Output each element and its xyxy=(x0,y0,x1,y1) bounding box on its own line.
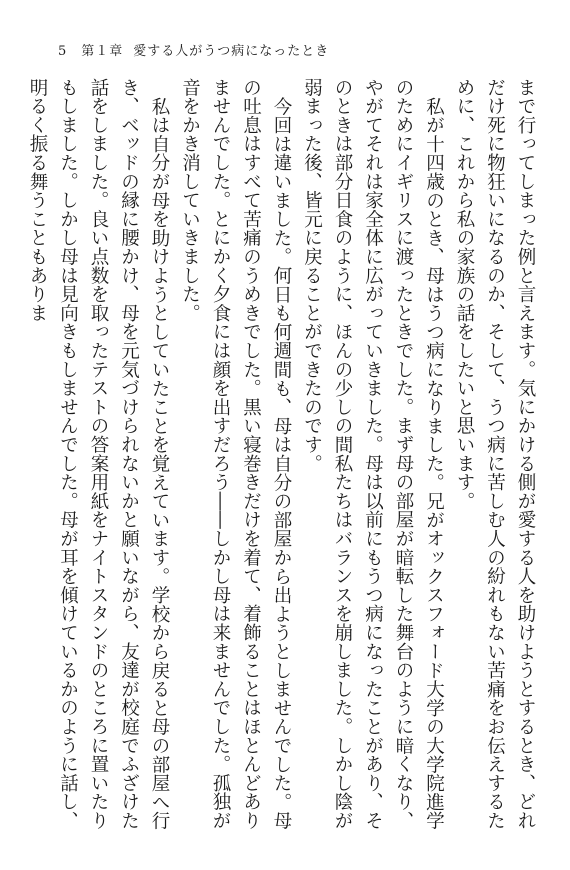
paragraph: 今回は違いました。何日も何週間も、母は自分の部屋から出ようとしませんでした。母の吐息はすべて苦痛のうめきでした。黒い寝巻きだけを着て、着飾ることはほとんどありませんでした。とにかく夕食には顔を出すだろう――しかし母は来ませんでした。孤独が音をかき消していきました。 xyxy=(179,78,292,830)
chapter-label: 第１章 xyxy=(81,44,124,59)
body-text xyxy=(22,78,541,846)
page-number: 5 xyxy=(58,44,68,59)
chapter-title: 愛する人がうつ病になったとき xyxy=(133,44,330,59)
running-header xyxy=(58,40,329,59)
paragraph: 私は自分が母を助けようとしていたことを覚えています。学校から戻ると母の部屋へ行き、ベッドの縁に腰かけ、母を元気づけられないかと願いながら、友達が校庭でふざけた話をしました。良い点数を取ったテストの答案用紙をナイトスタンドのところに置いたりもしました。しかし母は見向きもしませんでした。母が耳を傾けているかのように話し、明るく振る舞うこともありま xyxy=(27,78,170,830)
paragraph: 私が十四歳のとき、母はうつ病になりました。兄がオックスフォード大学の大学院進学のためにイギリスに渡ったときでした。まず母の部屋が暗転した舞台のように暗くなり、やがてそれは家全体に広がっていきました。母は以前にもうつ病になったことがあり、そのときは部分日食のように、ほんの少しの間私たちはバランスを崩しました。しかし陰が弱まった後、皆元に戻ることができたのです。 xyxy=(301,78,445,830)
paragraph: まで行ってしまった例と言えます。気にかける側が愛する人を助けようとするとき、どれだけ死に物狂いになるのか、そして、うつ病に苦しむ人の紛れもない苦痛をお伝えするために、これから私の家族の話をしたいと思います。 xyxy=(454,78,536,830)
